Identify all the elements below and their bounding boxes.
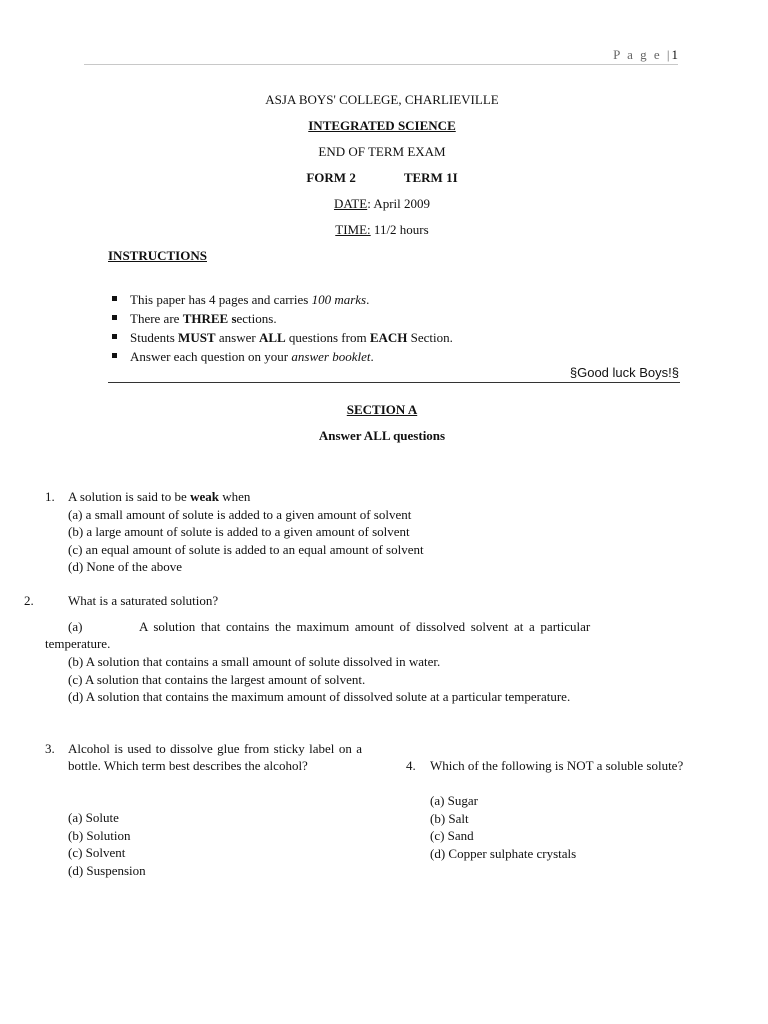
question-number: 4.	[406, 758, 416, 773]
form-term-line	[84, 169, 680, 186]
option: (a) Solute	[68, 810, 119, 825]
instruction-text: .	[366, 292, 370, 307]
question-1	[68, 488, 680, 576]
time-value: 11/2 hours	[370, 222, 429, 237]
option: (c) an equal amount of solute is added to an equal amount of solvent	[68, 541, 424, 557]
question-number: 2.	[24, 593, 34, 608]
instruction-text: ections.	[236, 311, 277, 326]
time-label: TIME:	[335, 222, 371, 237]
question-4-options	[430, 792, 730, 862]
date-value: : April 2009	[367, 196, 431, 211]
instruction-text: Section.	[407, 330, 453, 345]
section-subtitle: Answer ALL questions	[318, 428, 446, 443]
instruction-text: Students	[130, 330, 179, 345]
instruction-text: questions from	[285, 330, 370, 345]
time-line	[84, 221, 680, 238]
page-number-value: 1	[671, 47, 678, 62]
question-number: 3.	[45, 741, 55, 756]
header-divider	[84, 64, 678, 65]
option: (d) Suspension	[68, 862, 146, 878]
instruction-emphasis: 100 marks	[311, 292, 367, 307]
good-luck-note: §Good luck Boys!§	[569, 365, 679, 380]
option: (a) a small amount of solute is added to a given amount of solvent	[68, 506, 412, 522]
subject-title: INTEGRATED SCIENCE	[308, 118, 456, 133]
option: (a) Sugar	[430, 793, 479, 808]
stem-text: when	[218, 489, 251, 504]
stem-emphasis: weak	[190, 489, 219, 504]
question-number: 1.	[45, 489, 55, 504]
instruction-item	[108, 291, 668, 310]
question-stem: What is a saturated solution?	[68, 593, 219, 608]
option: (b) Salt	[430, 810, 469, 826]
question-2-options	[68, 653, 680, 706]
date-label: DATE	[333, 196, 368, 211]
term-label: TERM 1I	[403, 170, 458, 185]
instruction-emphasis: EACH	[369, 330, 408, 345]
instruction-emphasis: ALL	[258, 330, 286, 345]
page-label: P a g e	[613, 47, 662, 62]
instruction-emphasis: answer booklet	[291, 349, 371, 364]
stem-text: A solution is said to be	[68, 489, 191, 504]
option: A solution that contains the maximum amount of dissolved solvent at a particular	[139, 619, 591, 634]
instruction-item	[108, 310, 668, 329]
question-3-options	[68, 809, 362, 879]
school-name: ASJA BOYS' COLLEGE, CHARLIEVILLE	[265, 92, 499, 107]
option: (d) None of the above	[68, 559, 183, 574]
instructions-divider	[108, 382, 680, 383]
section-title: SECTION A	[346, 402, 418, 417]
instruction-emphasis: MUST	[178, 330, 216, 345]
instruction-text: answer	[215, 330, 259, 345]
date-line	[84, 195, 680, 212]
page-separator: |	[666, 47, 672, 62]
option: (c) A solution that contains the largest amount of solvent.	[68, 671, 366, 687]
instruction-text: This paper has 4 pages and carries	[130, 292, 312, 307]
instructions-list	[108, 291, 668, 367]
option: (c) Sand	[430, 828, 474, 843]
option: (c) Solvent	[68, 845, 126, 860]
instruction-text: .	[370, 349, 374, 364]
option: (d) Copper sulphate crystals	[430, 845, 577, 861]
instruction-emphasis: THREE s	[182, 311, 237, 326]
form-label: FORM 2	[306, 170, 356, 185]
option: (d) A solution that contains the maximum amount of dissolved solute at a particular temperature.	[68, 689, 571, 704]
option-label: (a)	[68, 619, 83, 634]
instructions-heading: INSTRUCTIONS	[108, 248, 207, 263]
option: (b) a large amount of solute is added to a given amount of solvent	[68, 524, 410, 539]
instruction-text: There are	[130, 311, 183, 326]
option-continuation: temperature.	[45, 636, 111, 651]
option: (b) A solution that contains a small amount of solute dissolved in water.	[68, 654, 441, 669]
question-stem	[68, 488, 680, 506]
instruction-item	[108, 329, 668, 348]
question-stem: Which of the following is NOT a soluble solute?	[430, 758, 684, 773]
option: (b) Solution	[68, 827, 131, 843]
instruction-text: Answer each question on your	[130, 349, 292, 364]
exam-title: END OF TERM EXAM	[318, 144, 446, 159]
question-stem: Alcohol is used to dissolve glue from sticky label on a bottle. Which term best describes the alcohol?	[68, 741, 362, 773]
page-number	[613, 46, 678, 63]
